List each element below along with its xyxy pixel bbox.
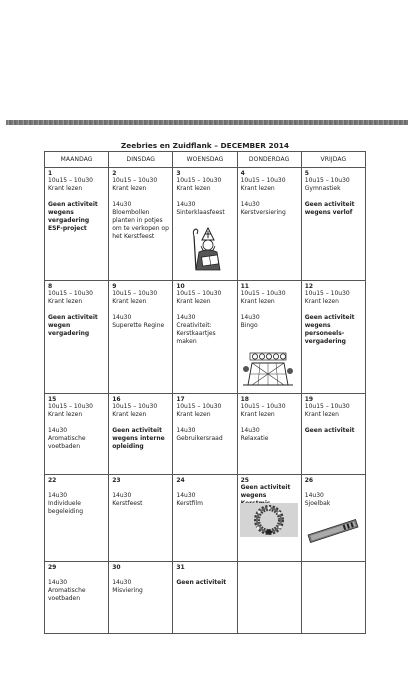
morning-activity: Krant lezen (176, 185, 211, 192)
morning-activity: Krant lezen (176, 411, 211, 418)
day-number: 15 (48, 396, 57, 403)
afternoon-activity: Gebruikersraad (176, 435, 223, 442)
morning-time: 10u15 – 10u30 (304, 403, 350, 410)
day-number: 30 (112, 564, 121, 571)
morning-activity: Gymnastiek (304, 185, 341, 192)
morning-time: 10u15 – 10u30 (48, 290, 93, 297)
afternoon-time: 14u30 (176, 492, 196, 499)
day-cell (45, 475, 109, 562)
day-cell (301, 475, 365, 562)
morning-activity: Krant lezen (48, 411, 83, 418)
morning-time: 10u15 – 10u30 (112, 403, 158, 410)
day-cell (109, 394, 173, 475)
week-row (45, 281, 366, 394)
day-cell (45, 281, 109, 394)
day-number: 23 (112, 477, 121, 484)
morning-activity: Krant lezen (240, 411, 275, 418)
day-cell (237, 562, 301, 634)
day-cell (173, 475, 237, 562)
morning-activity: Krant lezen (48, 185, 83, 192)
day-number: 25 (240, 477, 249, 484)
day-cell (109, 562, 173, 634)
afternoon-time: 14u30 (48, 492, 68, 499)
day-number: 2 (112, 170, 117, 177)
afternoon-time: 14u30 (304, 492, 324, 499)
day-number: 11 (240, 283, 249, 290)
weekday-header: MAANDAG (45, 152, 109, 168)
day-number: 24 (176, 477, 185, 484)
day-number: 16 (112, 396, 121, 403)
calendar-table (44, 151, 366, 634)
day-number: 29 (48, 564, 57, 571)
afternoon-activity: Sinterklaasfeest (176, 209, 225, 216)
week-row (45, 475, 366, 562)
afternoon-time: 14u30 (240, 427, 260, 434)
day-cell (237, 168, 301, 281)
day-cell (109, 168, 173, 281)
morning-time: 10u15 – 10u30 (48, 177, 93, 184)
week-row (45, 394, 366, 475)
week-row (45, 168, 366, 281)
afternoon-activity: Misviering (112, 587, 143, 594)
day-number: 5 (304, 170, 309, 177)
afternoon-time: 14u30 (48, 579, 68, 586)
morning-time: 10u15 – 10u30 (240, 290, 286, 297)
morning-activity: Krant lezen (304, 411, 339, 418)
scan-border-bar (6, 120, 408, 125)
morning-time: 10u15 – 10u30 (112, 177, 158, 184)
afternoon-activity: Sjoelbak (304, 500, 331, 507)
day-cell (173, 394, 237, 475)
afternoon-activity: Relaxatie (240, 435, 269, 442)
afternoon-time: 14u30 (240, 201, 260, 208)
day-cell (173, 168, 237, 281)
day-number: 31 (176, 564, 185, 571)
morning-activity: Krant lezen (240, 298, 275, 305)
morning-time: 10u15 – 10u30 (176, 403, 222, 410)
page-title: Zeebries en Zuidflank – DECEMBER 2014 (120, 141, 290, 150)
afternoon-activity: Bingo (240, 322, 258, 329)
afternoon-activity: Kerstversiering (240, 209, 286, 216)
day-number: 9 (112, 283, 117, 290)
day-number: 26 (304, 477, 314, 484)
afternoon-time: 14u30 (176, 427, 196, 434)
day-number: 22 (48, 477, 57, 484)
morning-activity: Krant lezen (112, 185, 147, 192)
morning-time: 10u15 – 10u30 (176, 177, 222, 184)
day-number: 8 (48, 283, 53, 290)
weekday-header: WOENSDAG (173, 152, 237, 168)
morning-activity: Krant lezen (112, 411, 147, 418)
day-cell (301, 394, 365, 475)
day-number: 12 (304, 283, 314, 290)
afternoon-activity: Superette Regine (112, 322, 165, 329)
afternoon-activity: Geen activiteit wegens interne opleiding (112, 427, 165, 450)
afternoon-activity: Aromatische voetbaden (48, 435, 86, 450)
morning-activity: Krant lezen (240, 185, 275, 192)
day-cell (301, 168, 365, 281)
morning-activity: Krant lezen (304, 298, 339, 305)
bingo-illustration (242, 347, 294, 387)
morning-time: 10u15 – 10u30 (304, 177, 350, 184)
afternoon-activity: Geen activiteit (176, 579, 227, 586)
morning-time: 10u15 – 10u30 (240, 177, 286, 184)
afternoon-activity: Kerstfilm (176, 500, 203, 507)
afternoon-time: 14u30 (48, 427, 68, 434)
day-cell (45, 394, 109, 475)
morning-time: 10u15 – 10u30 (304, 290, 350, 297)
afternoon-time: 14u30 (112, 579, 132, 586)
day-number: 18 (240, 396, 249, 403)
afternoon-time: 14u30 (112, 314, 132, 321)
afternoon-activity: Geen activiteit wegens verlof (304, 201, 355, 216)
afternoon-activity: Aromatische voetbaden (48, 587, 86, 602)
afternoon-time: 14u30 (112, 492, 132, 499)
day-number: 19 (304, 396, 314, 403)
day-number: 17 (176, 396, 185, 403)
morning-time: 10u15 – 10u30 (176, 290, 222, 297)
afternoon-activity: Geen activiteit wegens (240, 484, 291, 499)
afternoon-activity: Geen activiteit wegens vergadering ESF-project (48, 201, 98, 232)
day-cell (45, 168, 109, 281)
day-cell (109, 475, 173, 562)
day-number: 1 (48, 170, 53, 177)
weekday-header: VRIJDAG (301, 152, 365, 168)
morning-activity: Krant lezen (176, 298, 211, 305)
afternoon-activity: Creativiteit: Kerstkaartjes maken (176, 322, 216, 345)
day-cell (237, 281, 301, 394)
weekday-header: DONDERDAG (237, 152, 301, 168)
sjoelbak-illustration (304, 519, 362, 543)
day-cell (45, 562, 109, 634)
day-cell (173, 562, 237, 634)
day-cell (237, 475, 301, 562)
day-number: 4 (240, 170, 245, 177)
day-number: 10 (176, 283, 185, 290)
day-cell (301, 562, 365, 634)
sinterklaas-illustration (190, 226, 226, 272)
morning-activity: Krant lezen (112, 298, 147, 305)
christmas-wreath-illustration (240, 503, 298, 537)
afternoon-activity: Bloembollen planten in potjes om te verkopen op het Kerstfeest (112, 209, 169, 240)
afternoon-time: 14u30 (176, 314, 196, 321)
afternoon-time: 14u30 (112, 201, 132, 208)
weekday-header: DINSDAG (109, 152, 173, 168)
weekday-header-row (45, 152, 366, 168)
afternoon-activity: Individuele begeleiding (48, 500, 84, 515)
morning-time: 10u15 – 10u30 (240, 403, 286, 410)
morning-time: 10u15 – 10u30 (112, 290, 158, 297)
afternoon-activity: Kerstfeest (112, 500, 143, 507)
day-cell (109, 281, 173, 394)
afternoon-activity: Geen activiteit wegens personeels-vergadering (304, 314, 355, 345)
day-cell (173, 281, 237, 394)
day-cell (237, 394, 301, 475)
morning-activity: Krant lezen (48, 298, 83, 305)
day-number: 3 (176, 170, 181, 177)
afternoon-activity: Geen activiteit wegen vergadering (48, 314, 98, 337)
week-row (45, 562, 366, 634)
afternoon-time: 14u30 (240, 314, 260, 321)
afternoon-time: 14u30 (176, 201, 196, 208)
afternoon-activity: Geen activiteit (304, 427, 355, 434)
day-cell (301, 281, 365, 394)
morning-time: 10u15 – 10u30 (48, 403, 93, 410)
